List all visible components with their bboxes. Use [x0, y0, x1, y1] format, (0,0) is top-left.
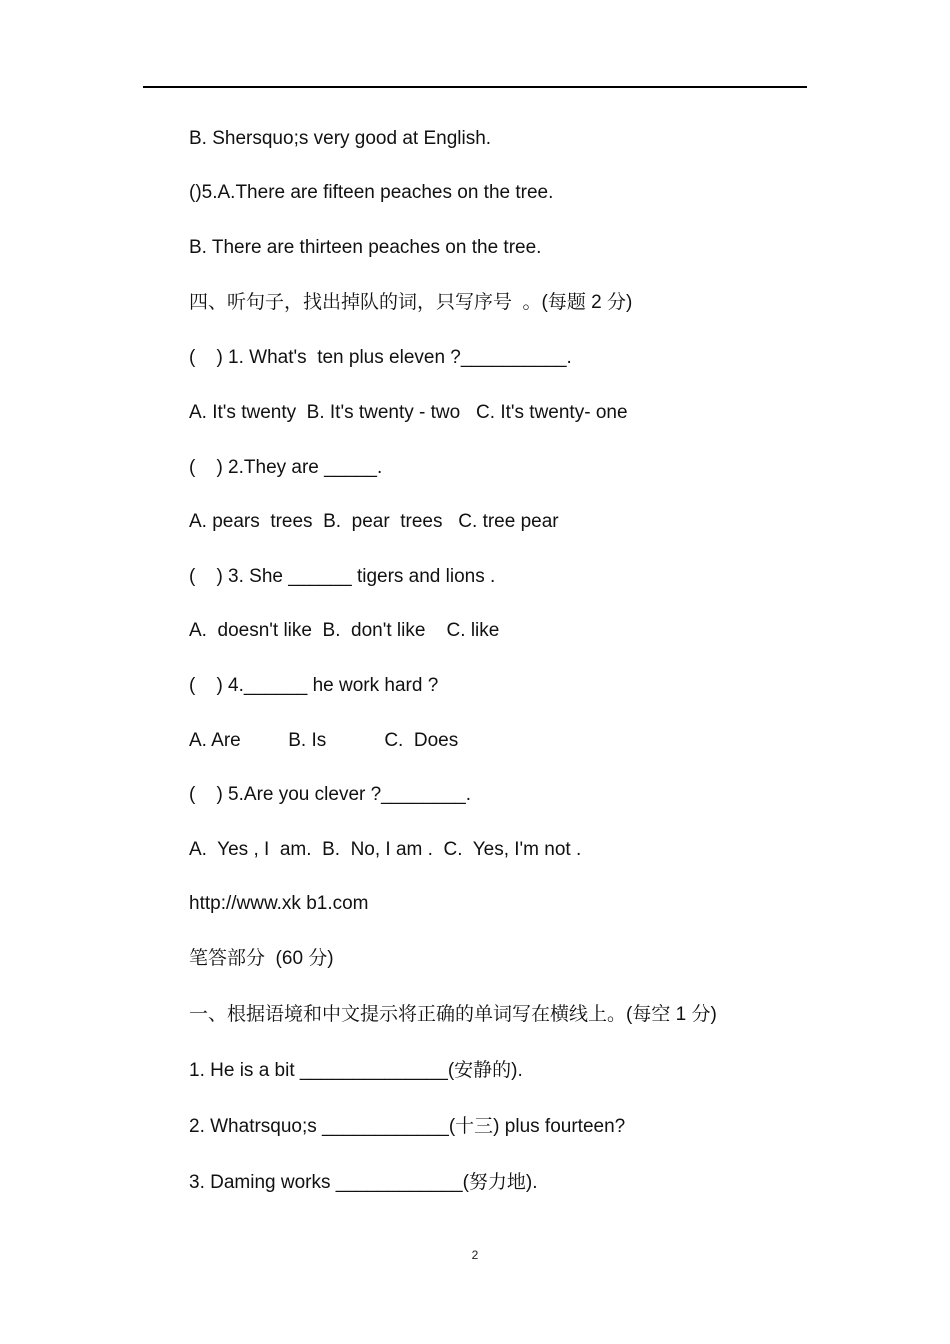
question-line: ( ) 2.They are _____.: [189, 457, 383, 478]
question-line: ( ) 4.______ he work hard ?: [189, 675, 439, 696]
option-line: A. Are B. Is C. Does: [189, 730, 459, 751]
option-line: A. It's twenty B. It's twenty - two C. It's twenty- one: [189, 402, 628, 423]
option-line: B. There are thirteen peaches on the tree.: [189, 237, 542, 258]
option-line: A. doesn't like B. don't like C. like: [189, 620, 500, 641]
page-number: 2: [471, 1248, 479, 1262]
question-line: ( ) 1. What's ten plus eleven ?__________.: [189, 347, 572, 368]
option-line: B. Shersquo;s very good at English.: [189, 128, 492, 149]
question-line: 3. Daming works ____________(努力地).: [189, 1172, 538, 1193]
question-line: ()5.A.There are fifteen peaches on the tree.: [189, 182, 554, 203]
url-text: http://www.xk b1.com: [189, 893, 369, 914]
section-heading: 笔答部分 (60 分): [189, 948, 334, 969]
option-line: A. Yes , I am. B. No, I am . C. Yes, I'm not .: [189, 839, 582, 860]
section-heading: 一、根据语境和中文提示将正确的单词写在横线上。(每空 1 分): [189, 1004, 717, 1025]
question-line: 1. He is a bit ______________(安静的).: [189, 1060, 523, 1081]
option-line: A. pears trees B. pear trees C. tree pear: [189, 511, 559, 532]
header-rule: [143, 86, 807, 88]
question-line: 2. Whatrsquo;s ____________(十三) plus fourteen?: [189, 1116, 626, 1137]
question-line: ( ) 3. She ______ tigers and lions .: [189, 566, 496, 587]
section-heading: 四、听句子，找出掉队的词，只写序号 。(每题 2 分): [189, 292, 633, 313]
question-line: ( ) 5.Are you clever ?________.: [189, 784, 471, 805]
